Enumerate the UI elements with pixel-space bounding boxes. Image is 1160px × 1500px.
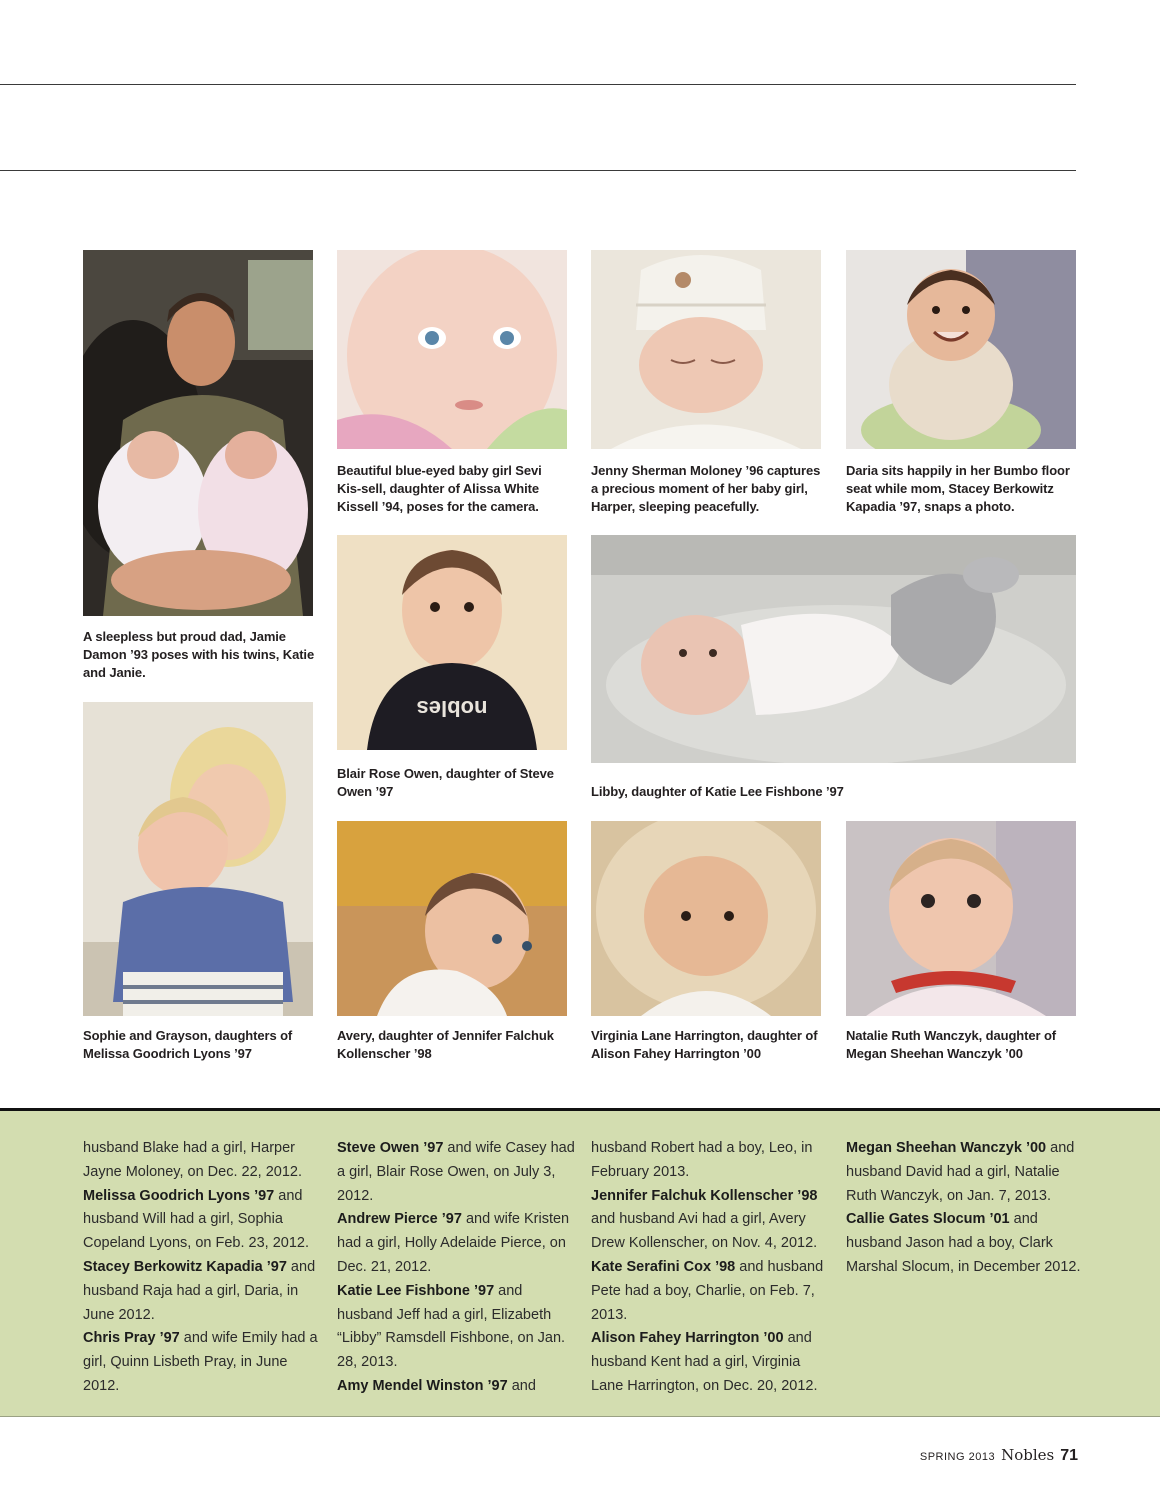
photo-sophie-grayson	[83, 702, 313, 1016]
notes-column-2	[337, 1137, 577, 1399]
caption-avery-kollenscher: Avery, daughter of Jennifer Falchuk Kollenscher ’98	[337, 1028, 554, 1061]
note-entry: Megan Sheehan Wanczyk ’00 and husband David had a girl, Natalie Ruth Wanczyk, on Jan. 7, 2013.	[846, 1140, 1075, 1204]
note-entry: Andrew Pierce ’97 and wife Kristen had a girl, Holly Adelaide Pierce, on Dec. 21, 2012.	[337, 1211, 570, 1275]
notes-column-3	[591, 1137, 831, 1399]
photo-natalie-wanczyk	[846, 821, 1076, 1016]
page-number: 71	[1060, 1447, 1078, 1464]
photo-harper-moloney	[591, 250, 821, 449]
note-entry: Alison Fahey Harrington ’00 and husband Kent had a girl, Virginia Lane Harrington, on Dec. 20, 2012.	[591, 1330, 818, 1394]
photo-virginia-harrington	[591, 821, 821, 1016]
note-entry: Amy Mendel Winston ’97 and	[337, 1377, 536, 1394]
top-rule	[0, 84, 1076, 85]
caption-virginia-harrington: Virginia Lane Harrington, daughter of Alison Fahey Harrington ’00	[591, 1028, 818, 1061]
header-rule	[0, 170, 1076, 171]
alumni-name: Alison Fahey Harrington ’00	[591, 1330, 784, 1347]
alumni-name: Callie Gates Slocum ’01	[846, 1211, 1010, 1228]
page-footer	[920, 1446, 1078, 1465]
note-entry: Steve Owen ’97 and wife Casey had a girl, Blair Rose Owen, on July 3, 2012.	[337, 1140, 575, 1204]
note-entry: Melissa Goodrich Lyons ’97 and husband Will had a girl, Sophia Copeland Lyons, on Feb. 23, 2012.	[83, 1187, 309, 1252]
caption-natalie-wanczyk: Natalie Ruth Wanczyk, daughter of Megan Sheehan Wanczyk ’00	[846, 1028, 1057, 1061]
shirt-logo: nobles	[416, 696, 488, 721]
notes-column-4	[846, 1137, 1081, 1280]
note-entry: Stacey Berkowitz Kapadia ’97 and husband Raja had a girl, Daria, in June 2012.	[83, 1258, 316, 1323]
photo-blair-owen	[337, 535, 567, 750]
magazine-name: Nobles	[1001, 1446, 1055, 1464]
photo-avery-kollenscher	[337, 821, 567, 1016]
alumni-name: Katie Lee Fishbone ’97	[337, 1282, 495, 1299]
photo-damon-twins	[83, 250, 313, 616]
caption-blair-owen: Blair Rose Owen, daughter of Steve Owen ’97	[337, 766, 554, 799]
note-entry: husband Blake had a girl, Harper Jayne Moloney, on Dec. 22, 2012.	[83, 1140, 302, 1180]
caption-libby-fishbone: Libby, daughter of Katie Lee Fishbone ’97	[591, 784, 844, 799]
caption-damon-twins: A sleepless but proud dad, Jamie Damon ’93 poses with his twins, Katie and Janie.	[83, 629, 315, 680]
caption-harper-moloney: Jenny Sherman Moloney ’96 captures a precious moment of her baby girl, Harper, sleeping peacefully.	[591, 463, 821, 514]
caption-daria-kapadia: Daria sits happily in her Bumbo floor seat while mom, Stacey Berkowitz Kapadia ’97, snaps a photo.	[846, 463, 1070, 514]
alumni-name: Melissa Goodrich Lyons ’97	[83, 1187, 275, 1204]
alumni-name: Jennifer Falchuk Kollenscher ’98	[591, 1187, 818, 1204]
note-entry: Chris Pray ’97 and wife Emily had a girl, Quinn Lisbeth Pray, in June 2012.	[83, 1330, 318, 1394]
alumni-name: Megan Sheehan Wanczyk ’00	[846, 1140, 1047, 1156]
photo-libby-fishbone	[591, 535, 1076, 763]
caption-sevi-kissell: Beautiful blue-eyed baby girl Sevi Kis-sell, daughter of Alissa White Kissell ’94, poses for the camera.	[337, 463, 542, 514]
alumni-name: Chris Pray ’97	[83, 1330, 180, 1347]
note-entry: Kate Serafini Cox ’98 and husband Pete had a boy, Charlie, on Feb. 7, 2013.	[591, 1258, 824, 1323]
note-entry: Callie Gates Slocum ’01 and husband Jason had a boy, Clark Marshal Slocum, in December 2012.	[846, 1211, 1081, 1275]
alumni-name: Amy Mendel Winston ’97	[337, 1377, 508, 1394]
note-entry: husband Robert had a boy, Leo, in February 2013.	[591, 1140, 813, 1180]
note-entry: Jennifer Falchuk Kollenscher ’98 and husband Avi had a girl, Avery Drew Kollenscher, on Nov. 4, 2012.	[591, 1187, 818, 1252]
issue-season: SPRING 2013	[919, 1451, 996, 1463]
caption-sophie-grayson: Sophie and Grayson, daughters of Melissa Goodrich Lyons ’97	[83, 1028, 293, 1061]
alumni-name: Andrew Pierce ’97	[337, 1211, 462, 1228]
photo-sevi-kissell	[337, 250, 567, 449]
photo-daria-kapadia	[846, 250, 1076, 449]
alumni-name: Steve Owen ’97	[337, 1140, 444, 1156]
notes-column-1	[83, 1137, 323, 1399]
alumni-name: Stacey Berkowitz Kapadia ’97	[83, 1258, 287, 1275]
note-entry: Katie Lee Fishbone ’97 and husband Jeff had a girl, Elizabeth “Libby” Ramsdell Fishbone, on Jan. 28, 2013.	[337, 1282, 566, 1371]
alumni-name: Kate Serafini Cox ’98	[591, 1258, 736, 1275]
